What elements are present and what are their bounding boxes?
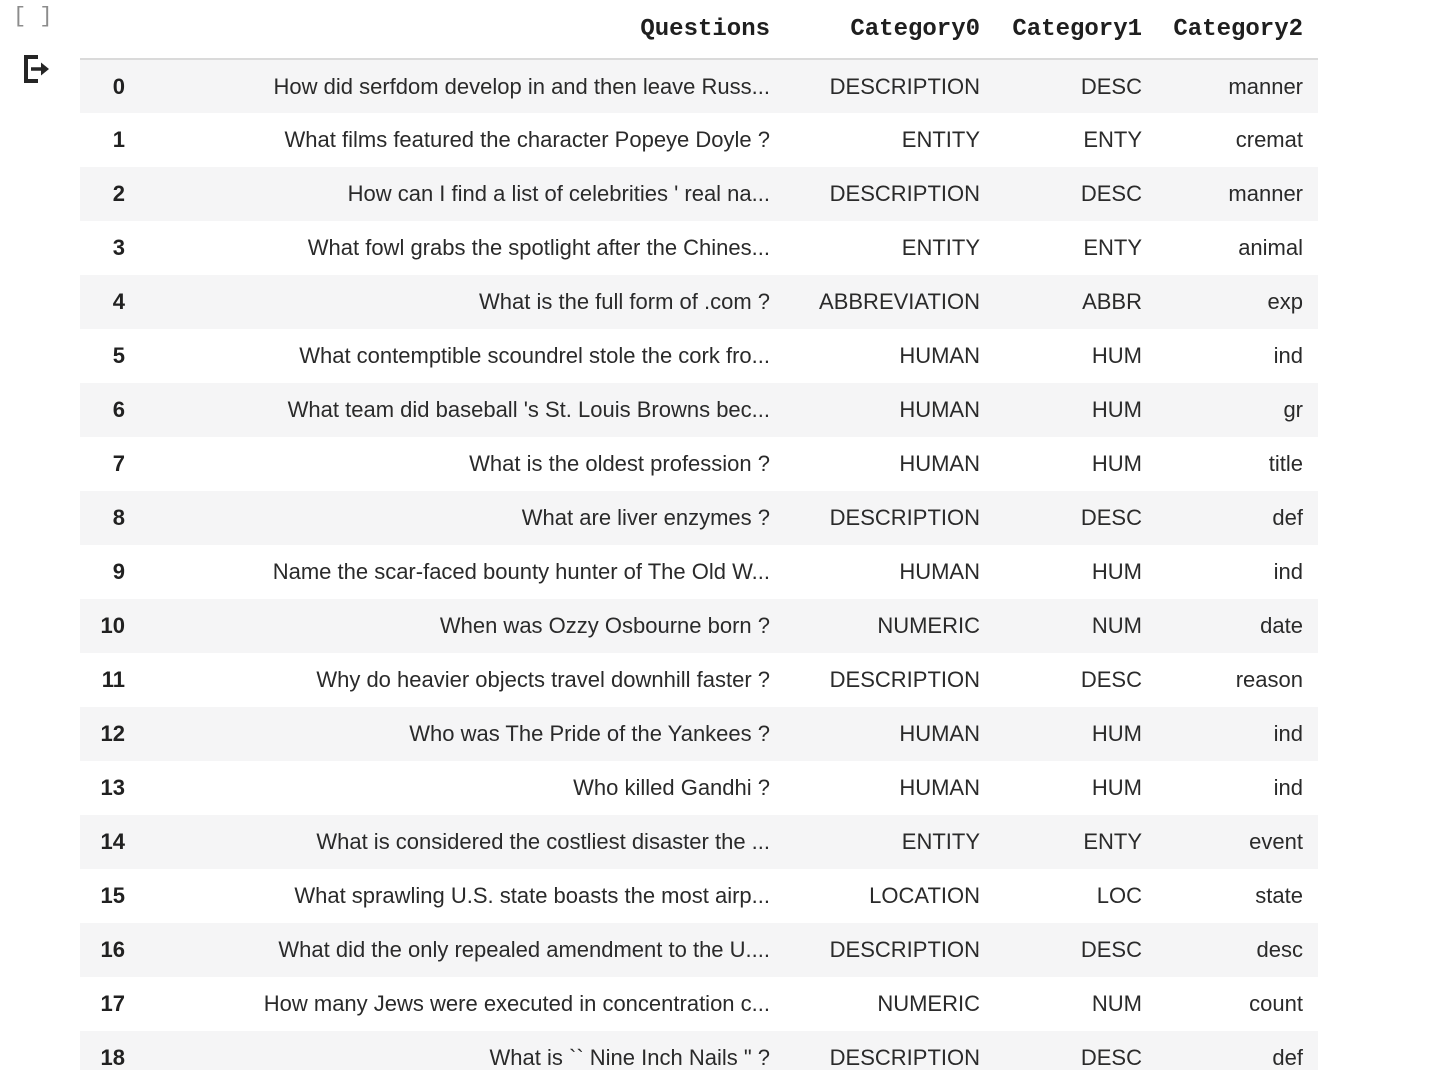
row-index: 17 — [100, 991, 125, 1016]
cell-question: Who was The Pride of the Yankees ? — [409, 721, 770, 746]
row-index: 5 — [112, 343, 125, 368]
table-row — [80, 761, 1318, 815]
cell-question: What is the oldest profession ? — [469, 451, 770, 476]
column-header-category0: Category0 — [785, 0, 995, 59]
table-row — [80, 815, 1318, 869]
cell-question: What are liver enzymes ? — [521, 505, 770, 530]
table-row — [80, 923, 1318, 977]
cell-category0: HUMAN — [899, 343, 980, 368]
cell-category1: ABBR — [1082, 289, 1142, 314]
row-index: 4 — [112, 289, 125, 314]
cell-category1: ENTY — [1083, 235, 1142, 260]
table-row — [80, 167, 1318, 221]
cell-category0: DESCRIPTION — [829, 505, 980, 530]
cell-category0: DESCRIPTION — [829, 667, 980, 692]
table-row — [80, 383, 1318, 437]
cell-question: How can I find a list of celebrities ' real na... — [347, 181, 770, 206]
cell-category0: HUMAN — [899, 451, 980, 476]
cell-category1: HUM — [1091, 343, 1142, 368]
row-index: 1 — [112, 127, 125, 152]
cell-category1: DESC — [1080, 1045, 1142, 1070]
row-index: 16 — [100, 937, 125, 962]
cell-category2: def — [1272, 505, 1303, 530]
row-index: 3 — [112, 235, 125, 260]
cell-category2: animal — [1238, 235, 1303, 260]
cell-category0: DESCRIPTION — [829, 181, 980, 206]
table-row — [80, 491, 1318, 545]
cell-category0: LOCATION — [869, 883, 980, 908]
cell-question: Name the scar-faced bounty hunter of The Old W... — [272, 559, 770, 584]
cell-category0: HUMAN — [899, 775, 980, 800]
row-index: 9 — [112, 559, 125, 584]
cell-category2: event — [1249, 829, 1303, 854]
cell-category1: HUM — [1091, 559, 1142, 584]
table-row — [80, 113, 1318, 167]
cell-question: What contemptible scoundrel stole the cork fro... — [299, 343, 770, 368]
cell-question: How many Jews were executed in concentration c... — [263, 991, 770, 1016]
table-row — [80, 437, 1318, 491]
cell-question: What is considered the costliest disaster the ... — [316, 829, 770, 854]
cell-category1: DESC — [1080, 937, 1142, 962]
column-header-category1: Category1 — [995, 0, 1157, 59]
column-header-category2: Category2 — [1157, 0, 1318, 59]
cell-category1: ENTY — [1083, 829, 1142, 854]
row-index: 7 — [112, 451, 125, 476]
cell-category0: NUMERIC — [877, 991, 980, 1016]
cell-category0: NUMERIC — [877, 613, 980, 638]
cell-category2: ind — [1273, 721, 1303, 746]
cell-question: What fowl grabs the spotlight after the Chines... — [307, 235, 770, 260]
index-column-header — [80, 0, 140, 59]
cell-category2: state — [1255, 883, 1303, 908]
cell-question: What sprawling U.S. state boasts the most airp... — [294, 883, 770, 908]
cell-question: When was Ozzy Osbourne born ? — [439, 613, 770, 638]
table-row — [80, 221, 1318, 275]
cell-category2: desc — [1256, 937, 1303, 962]
column-header-questions: Questions — [140, 0, 785, 59]
cell-category0: HUMAN — [899, 397, 980, 422]
row-index: 6 — [112, 397, 125, 422]
table-row — [80, 275, 1318, 329]
cell-category2: date — [1260, 613, 1303, 638]
table-body — [80, 59, 1318, 1070]
row-index: 13 — [100, 775, 125, 800]
table-row — [80, 329, 1318, 383]
row-index: 2 — [112, 181, 125, 206]
row-index: 15 — [100, 883, 125, 908]
dataframe-table — [80, 0, 1318, 1070]
cell-question: How did serfdom develop in and then leave Russ... — [273, 73, 770, 99]
cell-category2: ind — [1273, 775, 1303, 800]
cell-category1: HUM — [1091, 397, 1142, 422]
row-index: 11 — [101, 667, 125, 692]
output-arrow-icon — [21, 53, 51, 85]
cell-category2: ind — [1273, 559, 1303, 584]
row-index: 10 — [100, 613, 125, 638]
cell-category0: ENTITY — [901, 829, 980, 854]
cell-category0: DESCRIPTION — [829, 937, 980, 962]
cell-category2: reason — [1235, 667, 1303, 692]
cell-category0: HUMAN — [899, 559, 980, 584]
cell-category2: manner — [1228, 181, 1303, 206]
cell-category1: HUM — [1091, 451, 1142, 476]
cell-category2: cremat — [1235, 127, 1303, 152]
table-row — [80, 59, 1318, 113]
cell-question: What did the only repealed amendment to the U.... — [278, 937, 770, 962]
table-row — [80, 599, 1318, 653]
row-index: 0 — [112, 73, 125, 99]
cell-category2: manner — [1228, 73, 1303, 99]
cell-question: What team did baseball 's St. Louis Browns bec... — [287, 397, 770, 422]
cell-category1: HUM — [1091, 775, 1142, 800]
cell-category2: title — [1268, 451, 1303, 476]
cell-output-icon[interactable] — [21, 53, 51, 85]
cell-category0: ABBREVIATION — [819, 289, 980, 314]
cell-category1: DESC — [1080, 73, 1142, 99]
table-row — [80, 1031, 1318, 1070]
cell-category1: DESC — [1080, 667, 1142, 692]
cell-category0: ENTITY — [901, 127, 980, 152]
header-row — [80, 0, 1318, 59]
row-index: 8 — [112, 505, 125, 530]
row-index: 12 — [100, 721, 125, 746]
cell-category1: LOC — [1096, 883, 1142, 908]
cell-category1: NUM — [1091, 613, 1142, 638]
table-row — [80, 707, 1318, 761]
cell-category2: count — [1249, 991, 1303, 1016]
cell-category0: DESCRIPTION — [829, 73, 980, 99]
cell-category1: NUM — [1091, 991, 1142, 1016]
cell-question: Why do heavier objects travel downhill faster ? — [316, 667, 770, 692]
row-index: 14 — [100, 829, 125, 854]
cell-question: Who killed Gandhi ? — [573, 775, 770, 800]
cell-question: What is `` Nine Inch Nails " ? — [489, 1045, 770, 1070]
cell-category0: HUMAN — [899, 721, 980, 746]
table-row — [80, 977, 1318, 1031]
cell-category1: HUM — [1091, 721, 1142, 746]
cell-category2: def — [1272, 1045, 1303, 1070]
table-row — [80, 869, 1318, 923]
table-row — [80, 545, 1318, 599]
cell-category1: ENTY — [1083, 127, 1142, 152]
cell-question: What films featured the character Popeye Doyle ? — [284, 127, 770, 152]
cell-category0: ENTITY — [901, 235, 980, 260]
cell-category2: ind — [1273, 343, 1303, 368]
cell-category1: DESC — [1080, 505, 1142, 530]
cell-run-prompt[interactable]: [ ] — [13, 4, 53, 29]
table-row — [80, 653, 1318, 707]
row-index: 18 — [100, 1045, 125, 1070]
cell-category0: DESCRIPTION — [829, 1045, 980, 1070]
cell-category2: exp — [1267, 289, 1303, 314]
cell-category1: DESC — [1080, 181, 1142, 206]
cell-question: What is the full form of .com ? — [479, 289, 770, 314]
cell-category2: gr — [1283, 397, 1303, 422]
